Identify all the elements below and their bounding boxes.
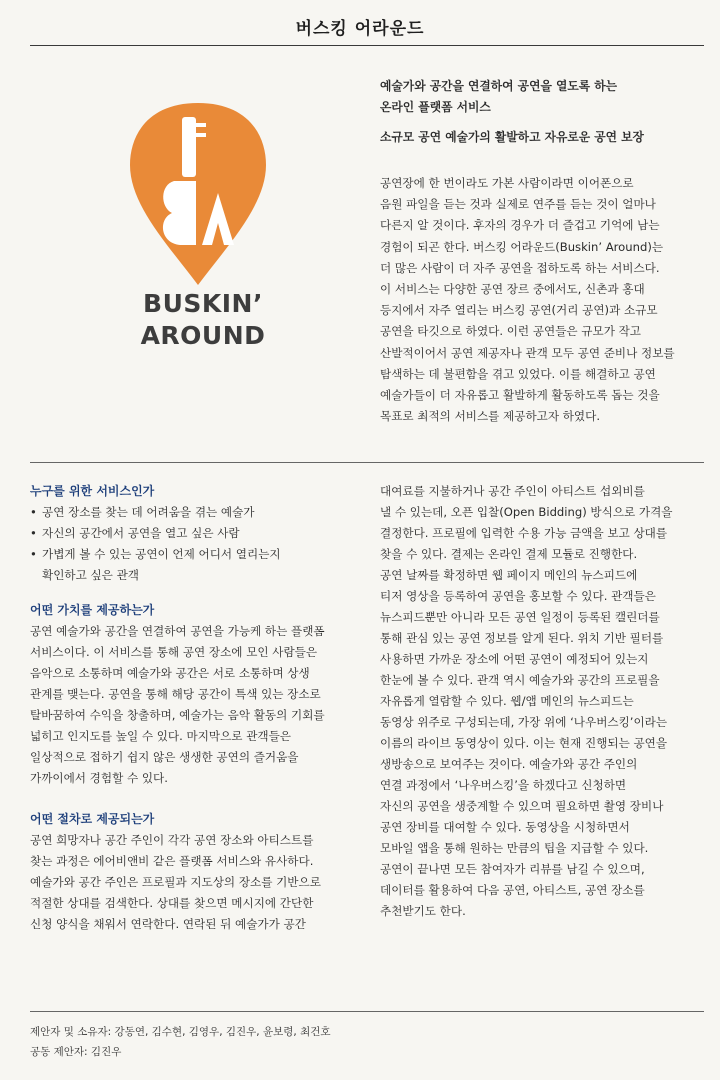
- text-line: 연결 과정에서 ‘나우버스킹’을 하겠다고 신청하면: [380, 778, 627, 792]
- text-line: 이 서비스는 다양한 공연 장르 중에서도, 신촌과 홍대: [380, 282, 645, 297]
- text-line: 공연을 타깃으로 하였다. 이런 공연들은 규모가 작고: [380, 324, 641, 339]
- text-line: 공연 장비를 대여할 수 있다. 동영상을 시청하면서: [380, 820, 630, 834]
- text-line: 목표로 최적의 서비스를 제공하고자 하였다.: [380, 409, 601, 424]
- text-line: 등지에서 자주 열리는 버스킹 공연(거리 공연)과 소규모: [380, 303, 658, 318]
- logo-line-2: AROUND: [140, 321, 266, 350]
- footer: [30, 1022, 331, 1062]
- text-line: 사용하면 가까운 장소에 어떤 공연이 예정되어 있는지: [380, 652, 649, 666]
- who-bullet-list: [30, 502, 365, 586]
- intro-headings: [380, 76, 700, 148]
- value-body: [30, 621, 365, 789]
- bullet-item: • 공연 장소를 찾는 데 어려움을 겪는 예술가: [30, 502, 365, 523]
- text-line: 이름의 라이브 동영상이 있다. 이는 현재 진행되는 공연을: [380, 736, 668, 750]
- subheadline: 소규모 공연 예술가의 활발하고 자유로운 공연 보장: [380, 130, 644, 144]
- text-line: 낼 수 있는데, 오픈 입찰(Open Bidding) 방식으로 가격을: [380, 505, 673, 519]
- text-line: 데이터를 활용하여 다음 공연, 아티스트, 공연 장소를: [380, 883, 645, 897]
- text-line: 추천받기도 한다.: [380, 904, 466, 918]
- bullet-text-cont: 확인하고 싶은 관객: [42, 568, 139, 582]
- text-line: 자신의 공연을 생중계할 수 있으며 필요하면 촬영 장비나: [380, 799, 664, 813]
- left-column: [30, 481, 365, 935]
- text-line: 공연장에 한 번이라도 가본 사람이라면 이어폰으로: [380, 176, 634, 190]
- title-divider: [30, 45, 704, 46]
- headline-line-1: 예술가와 공간을 연결하여 공연을 열도록 하는: [380, 79, 618, 93]
- text-line: 탈바꿈하여 수익을 창출하며, 예술가는 음악 활동의 기회를: [30, 708, 325, 722]
- text-line: 신청 양식을 채워서 연락한다. 연락된 뒤 예술가가 공간: [30, 917, 306, 931]
- bullet-item: • 자신의 공간에서 공연을 열고 싶은 사람: [30, 523, 365, 544]
- footer-co-proposer: 공동 제안자: 김진우: [30, 1046, 122, 1058]
- text-line: 음악으로 소통하며 예술가와 공간은 서로 소통하며 상생: [30, 666, 310, 680]
- headline-line-2: 온라인 플랫폼 서비스: [380, 100, 491, 114]
- text-line: 뉴스피드뿐만 아니라 모든 공연 일정이 등록된 캘린더를: [380, 610, 660, 624]
- text-line: 통해 관심 있는 공연 정보를 알게 된다. 위치 기반 필터를: [380, 631, 664, 645]
- text-line: 한눈에 볼 수 있다. 관객 역시 예술가와 공간의 프로필을: [380, 673, 660, 687]
- pick-guitar-icon: [118, 95, 278, 295]
- logo-wordmark: [128, 288, 278, 352]
- logo-line-1: BUSKIN’: [143, 289, 263, 318]
- page-title: 버스킹 어라운드: [295, 19, 425, 39]
- text-line: 경험이 되곤 한다. 버스킹 어라운드(Buskin’ Around)는: [380, 239, 664, 254]
- text-line: 탐색하는 데 불편함을 겪고 있었다. 이를 해결하고 공연: [380, 366, 656, 381]
- text-line: 음원 파일을 듣는 것과 실제로 연주를 듣는 것이 얼마나: [380, 197, 656, 212]
- text-line: 다른지 알 것이다. 후자의 경우가 더 즐겁고 기억에 남는: [380, 218, 660, 233]
- text-line: 서비스이다. 이 서비스를 통해 공연 장소에 모인 사람들은: [30, 645, 318, 659]
- text-line: 모바일 앱을 통해 원하는 만큼의 팁을 지급할 수 있다.: [380, 841, 649, 855]
- process-body: [30, 830, 365, 935]
- bullet-item: [30, 544, 365, 586]
- text-line: 적절한 상대를 검색한다. 상대를 찾으면 메시지에 간단한: [30, 896, 314, 910]
- text-line: 공연 희망자나 공간 주인이 각각 공연 장소와 아티스트를: [30, 833, 314, 847]
- text-line: 결정한다. 프로필에 입력한 수용 가능 금액을 보고 상대를: [380, 526, 668, 540]
- text-line: 더 많은 사람이 더 자주 공연을 접하도록 하는 서비스다.: [380, 260, 660, 275]
- text-line: 공연 예술가와 공간을 연결하여 공연을 가능케 하는 플랫폼: [30, 624, 325, 638]
- process-heading: 어떤 절차로 제공되는가: [30, 812, 155, 826]
- intro-body: [380, 173, 702, 427]
- text-line: 가까이에서 경험할 수 있다.: [30, 771, 168, 785]
- who-heading: 누구를 위한 서비스인가: [30, 484, 155, 498]
- text-line: 티저 영상을 등록하여 공연을 홍보할 수 있다. 관객들은: [380, 589, 656, 603]
- text-line: 관계를 맺는다. 공연을 통해 해당 공간이 특색 있는 장소로: [30, 687, 321, 701]
- text-line: 찾을 수 있다. 결제는 온라인 결제 모듈로 진행한다.: [380, 547, 638, 561]
- text-line: 예술가들이 더 자유롭고 활발하게 활동하도록 돕는 것을: [380, 388, 660, 403]
- text-line: 산발적이어서 공연 제공자나 관객 모두 공연 준비나 정보를: [380, 345, 675, 360]
- text-line: 일상적으로 접하기 쉽지 않은 생생한 공연의 즐거움을: [30, 750, 299, 764]
- right-column: [380, 481, 702, 922]
- text-line: 예술가와 공간 주인은 프로필과 지도상의 장소를 기반으로: [30, 875, 321, 889]
- bullet-text: 가볍게 볼 수 있는 공연이 언제 어디서 열리는지: [42, 547, 281, 561]
- text-line: 공연 날짜를 확정하면 웹 페이지 메인의 뉴스피드에: [380, 568, 638, 582]
- footer-proposers: 제안자 및 소유자: 강동연, 김수현, 김영우, 김진우, 윤보령, 최건호: [30, 1026, 331, 1038]
- text-line: 공연이 끝나면 모든 참여자가 리뷰를 남길 수 있으며,: [380, 862, 645, 876]
- text-line: 생방송으로 보여주는 것이다. 예술가와 공간 주인의: [380, 757, 638, 771]
- value-heading: 어떤 가치를 제공하는가: [30, 603, 155, 617]
- text-line: 대여료를 지불하거나 공간 주인이 아티스트 섭외비를: [380, 484, 645, 498]
- text-line: 찾는 과정은 에어비앤비 같은 플랫폼 서비스와 유사하다.: [30, 854, 314, 868]
- footer-divider: [30, 1011, 704, 1012]
- text-line: 동영상 위주로 구성되는데, 가장 위에 ‘나우버스킹’이라는: [380, 715, 668, 729]
- text-line: 자유롭게 열람할 수 있다. 웹/앱 메인의 뉴스피드는: [380, 694, 634, 708]
- text-line: 넓히고 인지도를 높일 수 있다. 마지막으로 관객들은: [30, 729, 291, 743]
- section-divider: [30, 462, 704, 463]
